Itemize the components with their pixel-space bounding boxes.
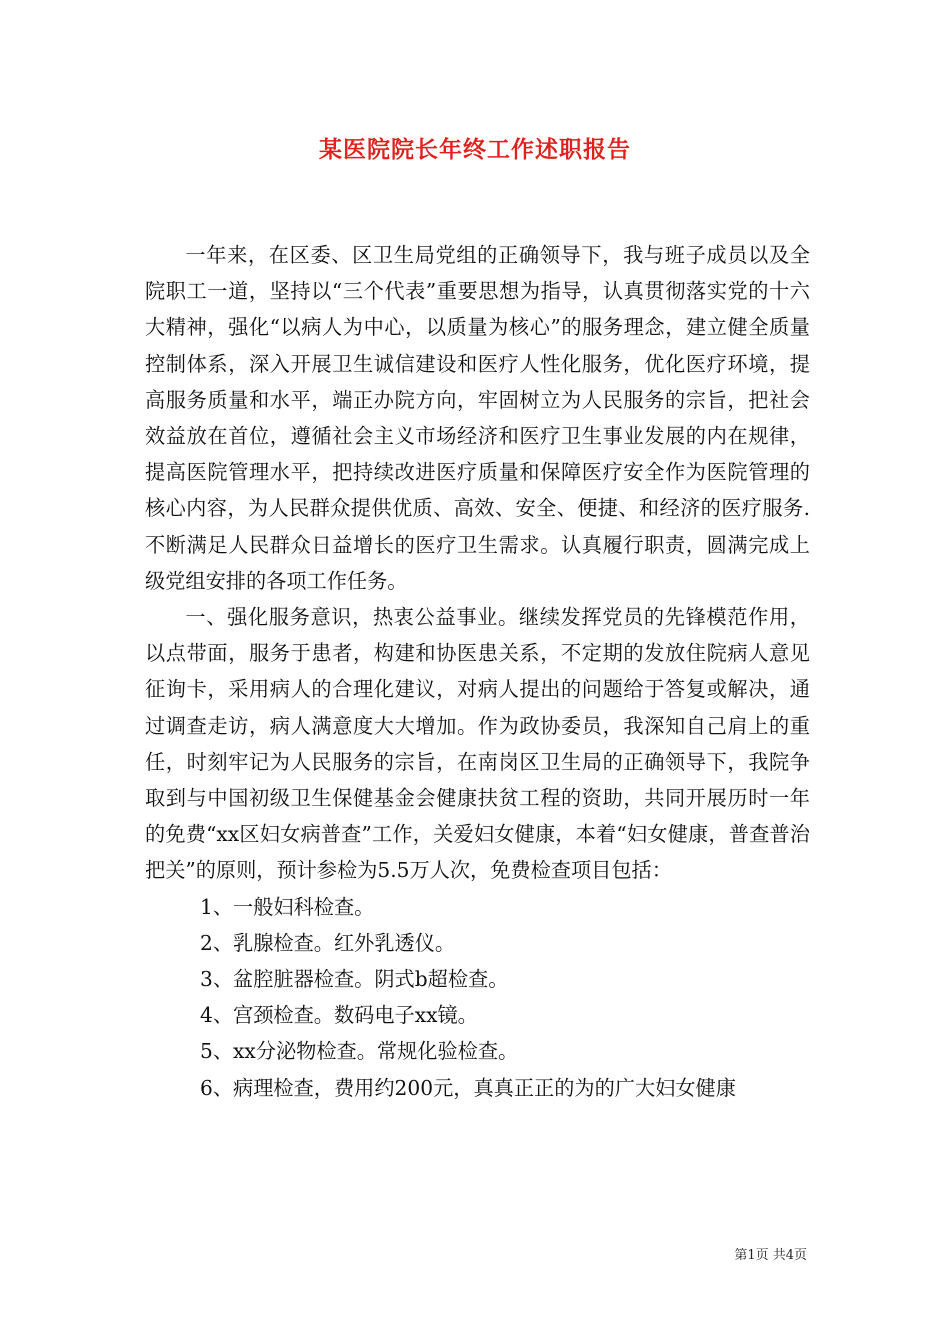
list-item: 2、乳腺检查。红外乳透仪。 (200, 930, 456, 955)
page-number: 第1页 共4页 (734, 1248, 807, 1263)
list-item: 5、xx分泌物检查。常规化验检查。 (200, 1039, 519, 1064)
document-body (145, 237, 810, 1106)
list-item: 3、盆腔脏器检查。阴式b超检查。 (200, 967, 509, 992)
paragraph-section-one: 一、强化服务意识，热衷公益事业。继续发挥党员的先锋模范作用，以点带面，服务于患者，构建和协医患关系，不定期的发放住院病人意见征询卡，采用病人的合理化建议，对病人提出的问题给于答复或解决，通过调查走访，病人满意度大大增加。作为政协委员，我深知自己肩上的重任，时刻牢记为人民服务的宗旨，在南岗区卫生局的正确领导下，我院争取到与中国初级卫生保健基金会健康扶贫工程的资助，共同开展历时一年的免费“xx区妇女病普查”工作，关爱妇女健康，本着“妇女健康，普查普治把关”的原则，预计参检为5.5万人次，免费检查项目包括： (145, 605, 810, 883)
document-title: 某医院院长年终工作述职报告 (319, 136, 631, 163)
list-item: 6、病理检查，费用约200元，真真正正的为的广大妇女健康 (200, 1075, 736, 1100)
list-item: 4、宫颈检查。数码电子xx镜。 (200, 1003, 478, 1028)
list-item: 1、一般妇科检查。 (200, 894, 375, 919)
paragraph-intro: 一年来，在区委、区卫生局党组的正确领导下，我与班子成员以及全院职工一道，坚持以“三个代表”重要思想为指导，认真贯彻落实党的十六大精神，强化“以病人为中心，以质量为核心”的服务理念，建立健全质量控制体系，深入开展卫生诚信建设和医疗人性化服务，优化医疗环境，提高服务质量和水平，端正办院方向，牢固树立为人民服务的宗旨，把社会效益放在首位，遵循社会主义市场经济和医疗卫生事业发展的内在规律，提高医院管理水平，把持续改进医疗质量和保障医疗安全作为医院管理的核心内容，为人民群众提供优质、高效、安全、便捷、和经济的医疗服务.不断满足人民群众日益增长的医疗卫生需求。认真履行职责，圆满完成上级党组安排的各项工作任务。 (145, 243, 810, 593)
